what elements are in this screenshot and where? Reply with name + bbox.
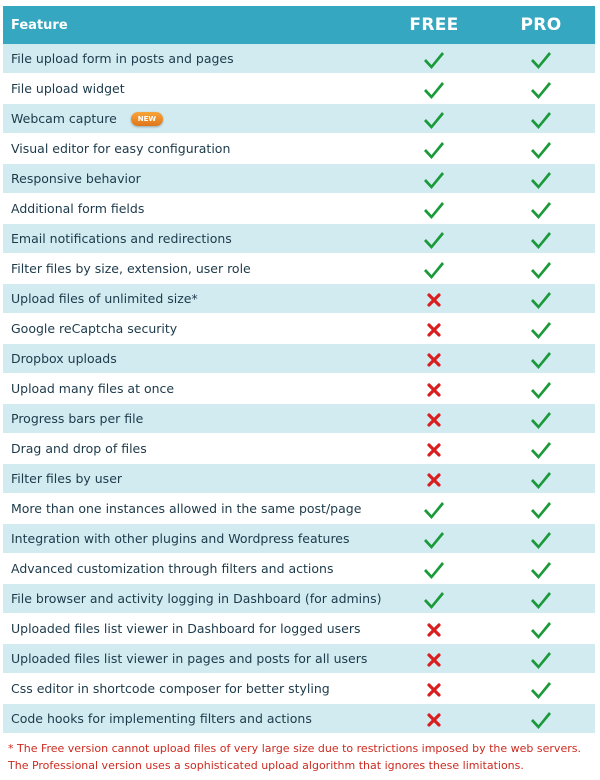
- checkmark-icon: [423, 138, 445, 160]
- free-availability-cell: [381, 404, 487, 434]
- feature-cell: [3, 254, 381, 284]
- cross-icon: [427, 683, 441, 697]
- feature-label: Email notifications and redirections: [11, 231, 232, 246]
- checkmark-icon: [530, 228, 552, 250]
- feature-label: More than one instances allowed in the same post/page: [11, 501, 362, 516]
- checkmark-icon: [530, 258, 552, 280]
- table-row: [3, 164, 595, 194]
- feature-label: Integration with other plugins and Wordpress features: [11, 531, 350, 546]
- table-row: [3, 254, 595, 284]
- feature-cell: [3, 584, 381, 614]
- pro-availability-cell: [487, 194, 595, 224]
- table-row: [3, 494, 595, 524]
- free-availability-cell: [381, 374, 487, 404]
- pro-availability-cell: [487, 134, 595, 164]
- checkmark-icon: [423, 168, 445, 190]
- feature-cell: [3, 644, 381, 674]
- table-row: [3, 584, 595, 614]
- checkmark-icon: [530, 528, 552, 550]
- free-availability-cell: [381, 134, 487, 164]
- checkmark-icon: [530, 378, 552, 400]
- feature-label: Webcam capture: [11, 111, 117, 126]
- checkmark-icon: [530, 138, 552, 160]
- checkmark-icon: [530, 498, 552, 520]
- pro-availability-cell: [487, 524, 595, 554]
- feature-cell: [3, 224, 381, 254]
- table-row: [3, 314, 595, 344]
- feature-label: Uploaded files list viewer in Dashboard for logged users: [11, 621, 361, 636]
- checkmark-icon: [530, 588, 552, 610]
- feature-cell: [3, 494, 381, 524]
- table-row: [3, 194, 595, 224]
- feature-label: Code hooks for implementing filters and actions: [11, 711, 312, 726]
- feature-cell: [3, 704, 381, 734]
- feature-label: Visual editor for easy configuration: [11, 141, 231, 156]
- checkmark-icon: [530, 78, 552, 100]
- pro-availability-cell: [487, 584, 595, 614]
- free-availability-cell: [381, 674, 487, 704]
- table-row: [3, 464, 595, 494]
- checkmark-icon: [530, 198, 552, 220]
- free-availability-cell: [381, 584, 487, 614]
- pro-availability-cell: [487, 44, 595, 74]
- feature-label: Responsive behavior: [11, 171, 141, 186]
- checkmark-icon: [530, 168, 552, 190]
- pro-availability-cell: [487, 674, 595, 704]
- checkmark-icon: [423, 558, 445, 580]
- cross-icon: [427, 383, 441, 397]
- checkmark-icon: [530, 438, 552, 460]
- table-row: [3, 344, 595, 374]
- free-availability-cell: [381, 44, 487, 74]
- table-row: [3, 104, 595, 134]
- free-availability-cell: [381, 644, 487, 674]
- feature-cell: [3, 554, 381, 584]
- feature-label: Drag and drop of files: [11, 441, 147, 456]
- table-row: [3, 434, 595, 464]
- feature-cell: [3, 284, 381, 314]
- feature-label: Progress bars per file: [11, 411, 144, 426]
- free-availability-cell: [381, 284, 487, 314]
- table-row: [3, 74, 595, 104]
- feature-cell: [3, 614, 381, 644]
- checkmark-icon: [423, 528, 445, 550]
- free-availability-cell: [381, 314, 487, 344]
- feature-cell: [3, 524, 381, 554]
- feature-cell: [3, 194, 381, 224]
- free-availability-cell: [381, 74, 487, 104]
- free-availability-cell: [381, 164, 487, 194]
- table-row: [3, 284, 595, 314]
- free-availability-cell: [381, 524, 487, 554]
- feature-label: Google reCaptcha security: [11, 321, 178, 336]
- checkmark-icon: [423, 258, 445, 280]
- cross-icon: [427, 293, 441, 307]
- pro-availability-cell: [487, 344, 595, 374]
- free-availability-cell: [381, 494, 487, 524]
- pro-column-header: PRO: [520, 15, 562, 35]
- table-row: [3, 404, 595, 434]
- feature-cell: [3, 104, 381, 134]
- feature-cell: [3, 44, 381, 74]
- pro-availability-cell: [487, 644, 595, 674]
- checkmark-icon: [530, 618, 552, 640]
- feature-cell: [3, 374, 381, 404]
- checkmark-icon: [530, 108, 552, 130]
- checkmark-icon: [530, 408, 552, 430]
- feature-label: File upload form in posts and pages: [11, 51, 234, 66]
- feature-cell: [3, 434, 381, 464]
- pro-availability-cell: [487, 704, 595, 734]
- cross-icon: [427, 653, 441, 667]
- feature-cell: [3, 314, 381, 344]
- footnote: * The Free version cannot upload files of very large size due to restrictions imposed by the web servers. The Professional version uses a sophisticated upload algorithm that ignores these limitations.: [8, 742, 581, 772]
- checkmark-icon: [423, 48, 445, 70]
- free-availability-cell: [381, 434, 487, 464]
- checkmark-icon: [423, 108, 445, 130]
- cross-icon: [427, 473, 441, 487]
- pro-availability-cell: [487, 494, 595, 524]
- feature-label: File upload widget: [11, 81, 125, 96]
- free-column-header: FREE: [409, 15, 459, 35]
- table-row: [3, 554, 595, 584]
- feature-label: Dropbox uploads: [11, 351, 117, 366]
- table-row: [3, 524, 595, 554]
- free-availability-cell: [381, 224, 487, 254]
- feature-cell: [3, 674, 381, 704]
- feature-label: Uploaded files list viewer in pages and posts for all users: [11, 651, 368, 666]
- feature-column-header: Feature: [11, 17, 68, 33]
- free-availability-cell: [381, 104, 487, 134]
- checkmark-icon: [530, 288, 552, 310]
- table-row: [3, 374, 595, 404]
- table-header-row: [3, 6, 595, 44]
- pro-availability-cell: [487, 404, 595, 434]
- checkmark-icon: [530, 318, 552, 340]
- free-availability-cell: [381, 254, 487, 284]
- checkmark-icon: [423, 498, 445, 520]
- pro-availability-cell: [487, 74, 595, 104]
- cross-icon: [427, 713, 441, 727]
- table-row: [3, 44, 595, 74]
- pro-availability-cell: [487, 104, 595, 134]
- checkmark-icon: [530, 348, 552, 370]
- free-availability-cell: [381, 194, 487, 224]
- pro-availability-cell: [487, 254, 595, 284]
- feature-label: Filter files by user: [11, 471, 123, 486]
- checkmark-icon: [423, 228, 445, 250]
- table-row: [3, 614, 595, 644]
- table-body: [3, 44, 595, 734]
- free-availability-cell: [381, 464, 487, 494]
- checkmark-icon: [423, 78, 445, 100]
- feature-label: Additional form fields: [11, 201, 145, 216]
- cross-icon: [427, 443, 441, 457]
- pro-availability-cell: [487, 434, 595, 464]
- pro-availability-cell: [487, 284, 595, 314]
- pro-availability-cell: [487, 464, 595, 494]
- feature-cell: [3, 134, 381, 164]
- comparison-table: [3, 6, 595, 734]
- feature-label: Css editor in shortcode composer for better styling: [11, 681, 330, 696]
- checkmark-icon: [530, 558, 552, 580]
- pro-availability-cell: [487, 614, 595, 644]
- feature-label: File browser and activity logging in Dashboard (for admins): [11, 591, 382, 606]
- feature-comparison: [3, 6, 595, 734]
- pro-availability-cell: [487, 314, 595, 344]
- pro-availability-cell: [487, 164, 595, 194]
- pro-availability-cell: [487, 224, 595, 254]
- cross-icon: [427, 353, 441, 367]
- feature-cell: [3, 164, 381, 194]
- checkmark-icon: [530, 708, 552, 730]
- free-availability-cell: [381, 344, 487, 374]
- pro-availability-cell: [487, 554, 595, 584]
- feature-label: Upload many files at once: [11, 381, 175, 396]
- checkmark-icon: [423, 198, 445, 220]
- checkmark-icon: [530, 48, 552, 70]
- cross-icon: [427, 413, 441, 427]
- table-row: [3, 644, 595, 674]
- pro-availability-cell: [487, 374, 595, 404]
- table-row: [3, 704, 595, 734]
- free-availability-cell: [381, 554, 487, 584]
- table-row: [3, 674, 595, 704]
- cross-icon: [427, 323, 441, 337]
- feature-cell: [3, 464, 381, 494]
- new-badge: NEW: [131, 112, 163, 126]
- table-row: [3, 224, 595, 254]
- feature-cell: [3, 344, 381, 374]
- feature-label: Filter files by size, extension, user role: [11, 261, 251, 276]
- checkmark-icon: [530, 678, 552, 700]
- free-availability-cell: [381, 704, 487, 734]
- checkmark-icon: [530, 648, 552, 670]
- checkmark-icon: [530, 468, 552, 490]
- cross-icon: [427, 623, 441, 637]
- free-availability-cell: [381, 614, 487, 644]
- feature-cell: [3, 404, 381, 434]
- feature-cell: [3, 74, 381, 104]
- feature-label: Advanced customization through filters and actions: [11, 561, 334, 576]
- table-row: [3, 134, 595, 164]
- checkmark-icon: [423, 588, 445, 610]
- feature-label: Upload files of unlimited size*: [11, 291, 198, 306]
